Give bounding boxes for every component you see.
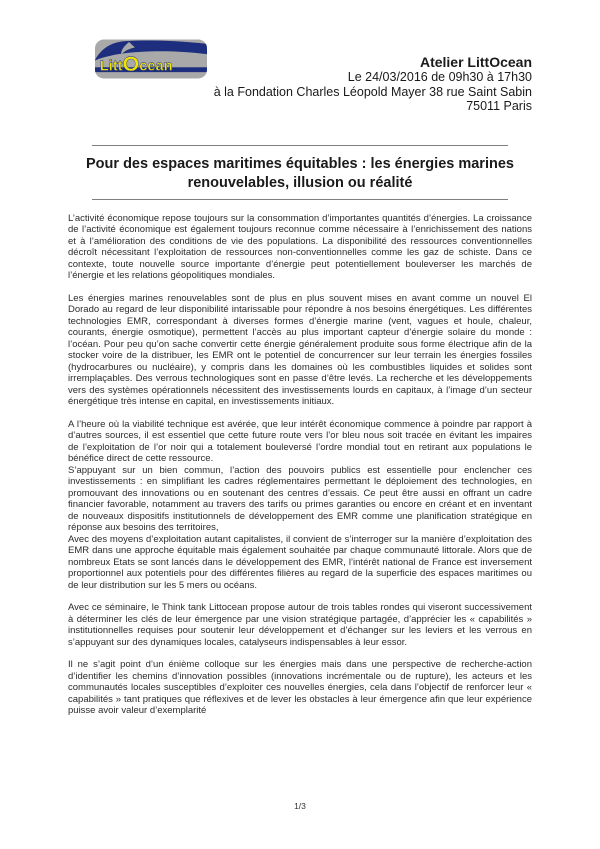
document-header [68, 39, 532, 114]
logo-text: LittOcean [99, 52, 173, 77]
paragraph-viability: A l’heure où la viabilité technique est avérée, que leur intérêt économique commence à poindre par rapport à d’autres sources, il est essentiel que cette future route vers l’or bleu nous soit tracée en évitant les impaires de l’exploitation de l’or noir qui a totalement bouleversé l’ordre mondial tout en retirant aux populations le bénéfice direct de cette ressource. [68, 418, 532, 464]
page-title: Pour des espaces maritimes équitables : les énergies marines renouvelables, illusion ou réalité [86, 155, 514, 191]
page-number: 1/3 [294, 801, 306, 811]
paragraph-emr-overview: Les énergies marines renouvelables sont de plus en plus souvent mises en avant comme un nouvel El Dorado au regard de leur disponibilité intarissable pour répondre à nos besoins énergétiques. Les différentes technologies EMR, correspondant à diverses formes d’énergie marine (vent, vagues et houle, chaleur, courants, énergie osmotique), permettent l’accès au plus important capteur d’énergie solaire du monde : l’océan. Pour peu qu’on sache convertir cette énergie généralement produite sous forme électrique afin de la stocker voire de la distribuer, les EMR ont le potentiel de concurrencer sur leur terrain les énergies fossiles (hydrocarbures ou nucléaire), y compris dans les domaines où les combustibles liquides et solides sont irremplaçables. Des verrous technologiques sont en passe d’être levés. La recherche et les développements vers des systèmes opérationnels nécessitent des investissements lourds en capitaux, à l’image d’un secteur énergétique très intense en capital, en investissements initiaux. [68, 292, 532, 407]
header-divider [92, 145, 508, 146]
workshop-location: à la Fondation Charles Léopold Mayer 38 rue Saint Sabin 75011 Paris [213, 84, 532, 113]
paragraph-exploitation: Avec des moyens d’exploitation autant capitalistes, il convient de s’interroger sur la manière d’exploitation des EMR dans une approche équitable mais également souhaitée par chaque communauté littorale. Alors que de nombreux Etats se sont lancés dans le développement des EMR, l’intérêt national de France est inversement proportionnel aux potentiels pour des différentes filières au regard de la superficie des espaces maritimes ou de leur distribution sur les 5 mers ou océans. [68, 533, 532, 591]
paragraph-intro: L’activité économique repose toujours sur la consommation d’importantes quantités d’énergies. La croissance de l’activité économique est également toujours reconnue comme nécessaire à l’enrichissement des nations et à l’amélioration des conditions de vie des populations. La disponibilité des ressources conventionnelles décroît nécessitant l’exploitation de ressources non-conventionnelles comme les gaz de schiste. Dans ce contexte, toute nouvelle source importante d’énergie peut potentiellement bouleverser les marchés de l’énergie et les relations géopolitiques mondiales. [68, 212, 532, 281]
littocean-logo [95, 39, 207, 79]
workshop-title: Atelier LittOcean [419, 54, 532, 70]
littocean-logo-image [95, 39, 207, 79]
title-divider [92, 199, 508, 200]
paragraph-objective: Il ne s’agit point d’un énième colloque sur les énergies mais dans une perspective de recherche-action d’identifier les chemins d’innovation possibles (innovations incrémentale ou de rupture), les acteurs et les communautés locales susceptibles d’exploiter ces nouvelles énergies, cela dans l’objectif de renforcer leur « capabilités » tant pratiques que réflexives et de lever les obstacles à leur émergence afin que leur expérience puisse avoir valeur d’exemplarité [68, 659, 532, 716]
page-footer [0, 801, 600, 811]
document-body [68, 213, 532, 717]
paragraph-public-action: S’appuyant sur un bien commun, l’action des pouvoirs publics est essentielle pour enclencher ces investissements : en simplifiant les cadres réglementaires permettant le déploiement des technologies, en promouvant des innovations ou en soutenant des centres d’essais. Ce peut être aussi en offrant un cadre financier favorable, notamment au travers des tarifs ou primes garanties ou encore en créant et en inventant de nouveaux dispositifs institutionnels de développement des EMR comme une planification stratégique en réponse aux besoins des territoires, [68, 464, 532, 533]
paragraph-seminar: Avec ce séminaire, le Think tank Littocean propose autour de trois tables rondes qui viseront successivement à déterminer les clés de leur émergence par une vision stratégique partagée, d’apprécier les « capabilités » institutionnelles requises pour soutenir leur développement et d’échanger sur les leviers et les verrous en s’appuyant sur des dynamiques locales, catalyseurs indispensables à leur essor. [68, 602, 532, 648]
header-text-block [207, 55, 532, 114]
workshop-datetime: Le 24/03/2016 de 09h30 à 17h30 [347, 70, 532, 84]
